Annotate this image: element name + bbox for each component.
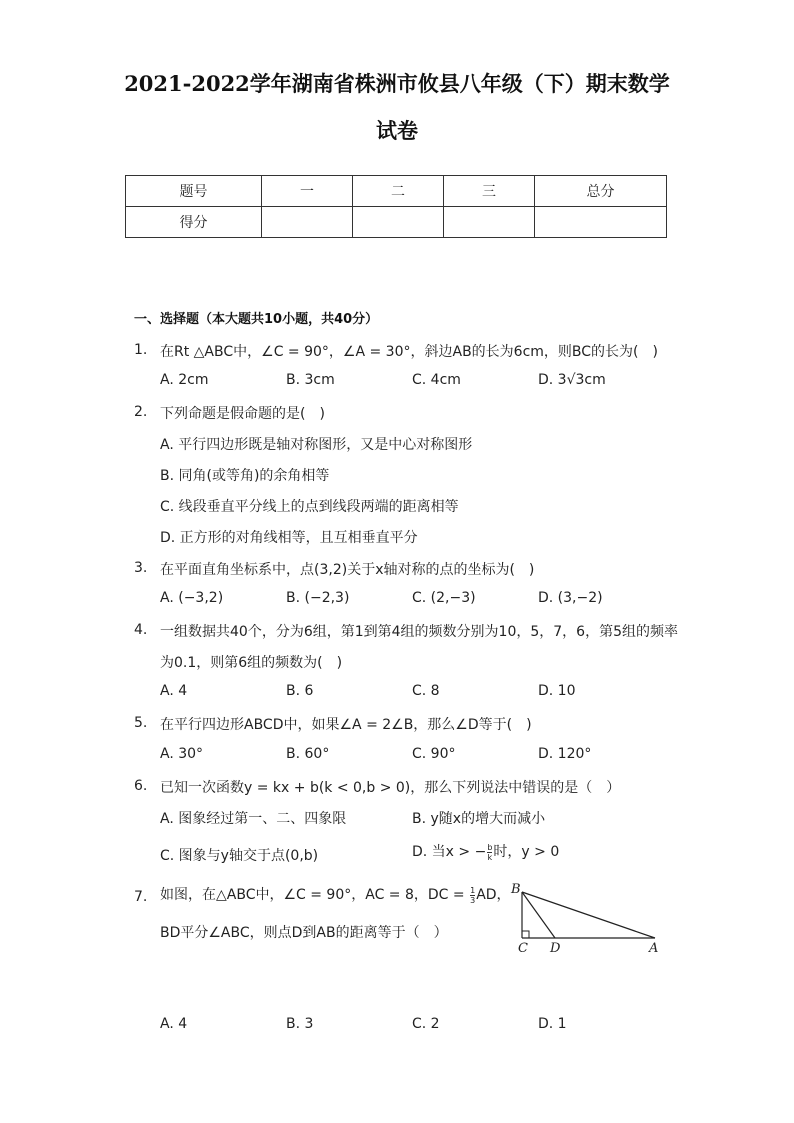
option-c: C. 4cm bbox=[412, 372, 461, 388]
score-cell[interactable] bbox=[444, 207, 535, 238]
option-c: C. 线段垂直平分线上的点到线段两端的距离相等 bbox=[160, 499, 459, 515]
option-b: B. 6 bbox=[286, 683, 314, 699]
option-b: B. 3 bbox=[286, 1016, 314, 1032]
question-text: 一组数据共40个，分为6组，第1到第4组的频数分别为10，5，7，6，第5组的频率 bbox=[160, 624, 678, 640]
option-b: B. y随x的增大而减小 bbox=[412, 811, 546, 827]
option-a: A. 图象经过第一、二、四象限 bbox=[160, 811, 347, 827]
question-number: 5. bbox=[134, 715, 148, 731]
option-d: D. 3√3cm bbox=[538, 372, 606, 388]
option-d-text: D. 当x > − bbox=[412, 844, 487, 860]
option-c: C. 2 bbox=[412, 1016, 440, 1032]
question-number: 7. bbox=[134, 889, 148, 905]
triangle-figure bbox=[505, 878, 670, 958]
option-b: B. 3cm bbox=[286, 372, 335, 388]
score-cell[interactable] bbox=[262, 207, 353, 238]
side-ab bbox=[522, 892, 655, 938]
label-b: B bbox=[511, 882, 521, 897]
fraction-denominator: 3 bbox=[470, 895, 476, 905]
question-number: 4. bbox=[134, 622, 148, 638]
question-number: 1. bbox=[134, 342, 148, 358]
option-d: D. 正方形的对角线相等，且互相垂直平分 bbox=[160, 530, 418, 546]
right-angle-mark bbox=[522, 931, 529, 938]
score-header-cell: 题号 bbox=[126, 176, 262, 207]
score-cell[interactable] bbox=[353, 207, 444, 238]
fraction-denominator: k bbox=[487, 852, 493, 862]
option-a: A. (−3,2) bbox=[160, 590, 224, 606]
question-text: 在平行四边形ABCD中，如果∠A = 2∠B，那么∠D等于( ) bbox=[160, 717, 532, 733]
question-text-part: AD， bbox=[476, 887, 511, 903]
option-d bbox=[412, 841, 559, 862]
fraction bbox=[470, 886, 475, 905]
option-d: D. 10 bbox=[538, 683, 576, 699]
label-d: D bbox=[550, 941, 561, 956]
question-text bbox=[160, 884, 511, 905]
section-heading: 一、选择题（本大题共10小题，共40分） bbox=[134, 312, 379, 327]
fraction bbox=[487, 843, 492, 862]
option-b: B. 60° bbox=[286, 746, 330, 762]
option-d: D. 120° bbox=[538, 746, 592, 762]
score-row-label: 得分 bbox=[126, 207, 262, 238]
score-cell[interactable] bbox=[535, 207, 667, 238]
option-d: D. (3,−2) bbox=[538, 590, 603, 606]
option-c: C. (2,−3) bbox=[412, 590, 476, 606]
label-c: C bbox=[518, 941, 528, 956]
score-table-score-row bbox=[126, 207, 667, 238]
option-a: A. 平行四边形既是轴对称图形，又是中心对称图形 bbox=[160, 437, 473, 453]
score-table bbox=[125, 175, 667, 238]
question-text: 下列命题是假命题的是( ) bbox=[160, 406, 325, 422]
option-a: A. 2cm bbox=[160, 372, 209, 388]
option-b: B. 同角(或等角)的余角相等 bbox=[160, 468, 330, 484]
option-c: C. 8 bbox=[412, 683, 440, 699]
question-number: 6. bbox=[134, 778, 148, 794]
question-text-continued: BD平分∠ABC，则点D到AB的距离等于（ ） bbox=[160, 925, 448, 941]
score-header-cell: 总分 bbox=[535, 176, 667, 207]
option-d-tail: 时，y > 0 bbox=[493, 844, 560, 860]
question-text: 已知一次函数y = kx + b(k < 0,b > 0)，那么下列说法中错误的是（ ） bbox=[160, 780, 621, 796]
option-a: A. 30° bbox=[160, 746, 204, 762]
score-header-cell: 二 bbox=[353, 176, 444, 207]
option-d: D. 1 bbox=[538, 1016, 567, 1032]
label-a: A bbox=[649, 941, 659, 956]
question-number: 2. bbox=[134, 404, 148, 420]
option-a: A. 4 bbox=[160, 1016, 188, 1032]
score-header-cell: 一 bbox=[262, 176, 353, 207]
question-text: 在平面直角坐标系中，点(3,2)关于x轴对称的点的坐标为( ) bbox=[160, 562, 535, 578]
exam-title: 2021-2022学年湖南省株洲市攸县八年级（下）期末数学 bbox=[124, 71, 670, 96]
question-text-continued: 为0.1，则第6组的频数为( ) bbox=[160, 655, 343, 671]
option-a: A. 4 bbox=[160, 683, 188, 699]
question-text: 在Rt △ABC中，∠C = 90°，∠A = 30°，斜边AB的长为6cm，则BC的长为( ) bbox=[160, 344, 658, 360]
score-table-header-row bbox=[126, 176, 667, 207]
option-b: B. (−2,3) bbox=[286, 590, 350, 606]
score-header-cell: 三 bbox=[444, 176, 535, 207]
exam-title-continued: 试卷 bbox=[376, 118, 418, 143]
question-text-part: 如图，在△ABC中，∠C = 90°，AC = 8，DC = bbox=[160, 887, 470, 903]
option-c: C. 90° bbox=[412, 746, 456, 762]
question-number: 3. bbox=[134, 560, 148, 576]
fraction-numerator: 1 bbox=[470, 885, 476, 895]
option-c: C. 图象与y轴交于点(0,b) bbox=[160, 848, 319, 864]
fraction-numerator: b bbox=[487, 842, 493, 852]
